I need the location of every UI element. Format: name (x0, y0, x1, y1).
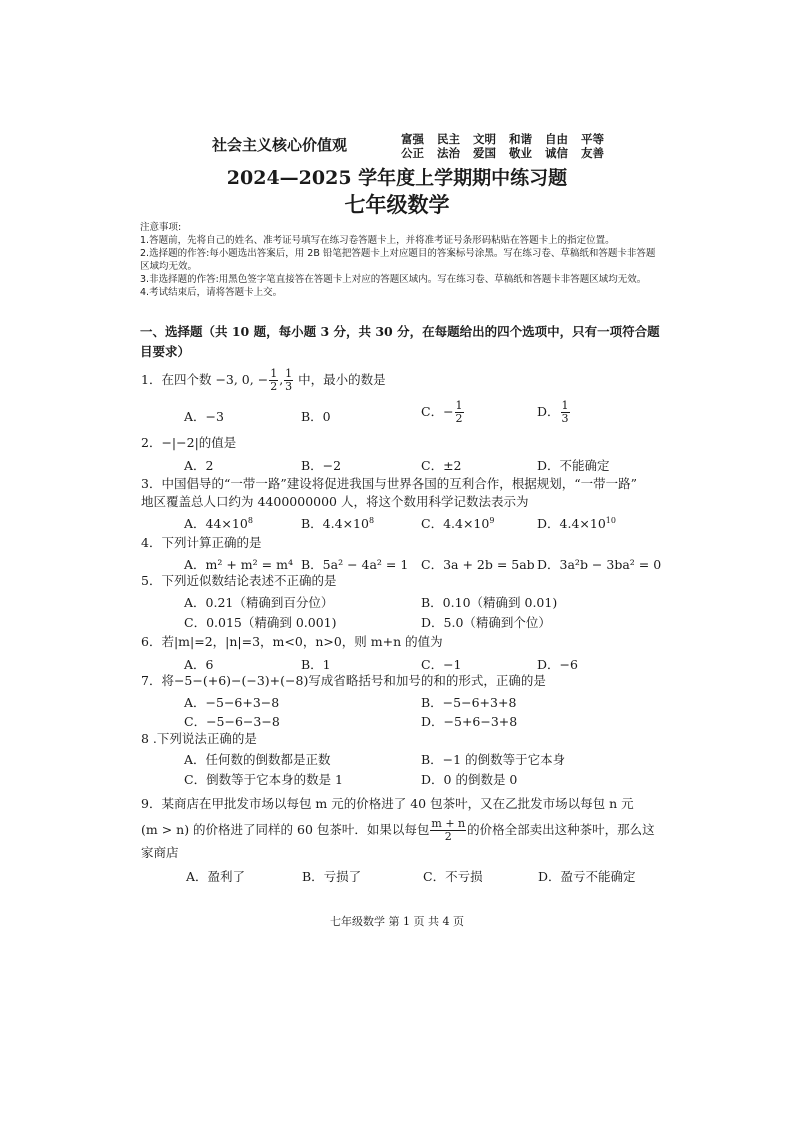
value-word: 公正 (401, 146, 424, 160)
question-9-stem-line1: 9．某商店在甲批发市场以每包 m 元的价格进了 40 包茶叶，又在乙批发市场以每包 n 元 (141, 796, 634, 811)
question-9-stem-line3: 家商店 (141, 845, 179, 860)
value-word: 和谐 (509, 132, 532, 146)
option-c: C．−1 (421, 657, 462, 672)
value-word: 平等 (581, 132, 604, 146)
option-b: B．−1 的倒数等于它本身 (421, 752, 566, 767)
question-5-stem: 5．下列近似数结论表述不正确的是 (141, 573, 337, 588)
question-3-stem-line1: 3．中国倡导的“一带一路”建设将促进我国与世界各国的互利合作，根据规划，“一带一路” (141, 476, 638, 491)
option-b: B．0 (301, 409, 331, 424)
option-c: C．倒数等于它本身的数是 1 (184, 772, 343, 787)
option-a: A．−3 (184, 409, 224, 424)
option-d: D．3a²b − 3ba² = 0 (537, 557, 662, 572)
option-a: A．−5−6+3−8 (184, 695, 280, 710)
value-word: 敬业 (509, 146, 532, 160)
option-d: D．5.0（精确到个位） (421, 615, 551, 630)
value-word: 爱国 (473, 146, 496, 160)
option-b: B．5a² − 4a² = 1 (301, 557, 409, 572)
notice-block (140, 221, 660, 299)
option-c: C．− $\frac{1}{2}$ (421, 399, 463, 425)
option-d: D．不能确定 (537, 458, 610, 473)
option-d: D．−6 (537, 657, 578, 672)
option-d: D．盈亏不能确定 (538, 869, 636, 884)
option-c: C．不亏损 (423, 869, 483, 884)
question-9-stem-line2: (m > n) 的价格进了同样的 60 包茶叶．如果以每包 $\frac{m + n}{2}$ 的价格全部卖出这种茶叶，那么这 (141, 817, 655, 843)
fraction: $\frac{1}{3}$ (285, 367, 293, 393)
notice-item: 3.非选择题的作答:用黑色签字笔直接答在答题卡上对应的答题区域内。写在练习卷、草稿纸和答题卡非答题区域均无效。 (140, 274, 647, 285)
option-b: B．0.10（精确到 0.01) (421, 595, 558, 610)
option-c: C．3a + 2b = 5ab (421, 557, 535, 572)
option-d: D．$4.4\times 10^{10}$ (537, 515, 616, 531)
fraction: $\frac{1}{2}$ (455, 399, 463, 425)
question-3-stem-line2: 地区覆盖总人口约为 4400000000 人，将这个数用科学记数法表示为 (141, 494, 529, 509)
option-c: C．0.015（精确到 0.001) (184, 615, 337, 630)
value-word: 自由 (545, 132, 568, 146)
stem-text: 1．在四个数 (141, 372, 212, 387)
notice-item: 4.考试结束后，请将答题卡上交。 (140, 287, 283, 298)
value-word: 富强 (401, 132, 424, 146)
option-b: B．1 (301, 657, 331, 672)
exam-title: 2024—2025 学年度上学期期中练习题 (226, 167, 568, 189)
question-2-stem: 2．−|−2|的值是 (141, 435, 237, 450)
question-7-stem: 7．将−5−(+6)−(−3)+(−8)写成省略括号和加号的和的形式，正确的是 (141, 673, 546, 688)
notice-item: 2.选择题的作答:每小题选出答案后，用 2B 铅笔把答题卡上对应题目的答案标号涂黑。写在练习卷、草稿纸和答题卡非答题区域均无效。 (140, 248, 656, 272)
option-a: A．2 (184, 458, 214, 473)
option-c: C．$4.4\times 10^9$ (421, 515, 495, 531)
fraction: $\frac{1}{3}$ (561, 399, 569, 425)
notice-item: 1.答题前，先将自己的姓名、准考证号填写在练习卷答题卡上，并将准考证号条形码粘贴在答题卡上的指定位置。 (140, 235, 615, 246)
fraction: $\frac{m + n}{2}$ (431, 817, 466, 843)
question-4-stem: 4．下列计算正确的是 (141, 535, 262, 550)
value-word: 友善 (581, 146, 604, 160)
option-c: C．±2 (421, 458, 462, 473)
question-6-stem: 6．若|m|=2，|n|=3，m<0，n>0，则 m+n 的值为 (141, 634, 443, 649)
option-d: D．−5+6−3+8 (421, 714, 518, 729)
option-b: B．亏损了 (302, 869, 362, 884)
value-word: 文明 (473, 132, 496, 146)
option-a: A．6 (184, 657, 214, 672)
fraction: $\frac{1}{2}$ (270, 367, 278, 393)
option-c: C．−5−6−3−8 (184, 714, 280, 729)
value-word: 诚信 (545, 146, 568, 160)
option-d: D． $\frac{1}{3}$ (537, 399, 569, 425)
option-a: A．盈利了 (186, 869, 246, 884)
option-b: B．−5−6+3+8 (421, 695, 517, 710)
exam-subject: 七年级数学 (344, 192, 450, 217)
core-values-row-2 (401, 145, 617, 161)
option-a: A．0.21（精确到百分位） (184, 595, 334, 610)
core-values-heading: 社会主义核心价值观 (212, 136, 348, 154)
question-1-stem: 1．在四个数 −3, 0, − $\frac{1}{2}$ , $\frac{1}{3}$ 中，最小的数是 (141, 367, 386, 393)
notice-heading: 注意事项: (140, 222, 182, 233)
option-a: A．$44\times 10^8$ (184, 515, 253, 531)
stem-text: −3, 0, − (215, 372, 269, 387)
option-d: D．0 的倒数是 0 (421, 772, 518, 787)
option-a: A．任何数的倒数都是正数 (184, 752, 331, 767)
value-word: 法治 (437, 146, 460, 160)
value-word: 民主 (437, 132, 460, 146)
option-b: B．−2 (301, 458, 342, 473)
question-8-stem: 8 .下列说法正确的是 (141, 731, 257, 746)
stem-text: 中，最小的数是 (298, 372, 386, 387)
section-heading: 一、选择题（共 10 题，每小题 3 分，共 30 分，在每题给出的四个选项中，只有一项符合题目要求） (140, 324, 660, 359)
option-b: B．$4.4\times 10^8$ (301, 515, 375, 531)
option-a: A．m² + m² = m⁴ (184, 557, 293, 572)
page-footer: 七年级数学 第 1 页 共 4 页 (330, 915, 464, 928)
